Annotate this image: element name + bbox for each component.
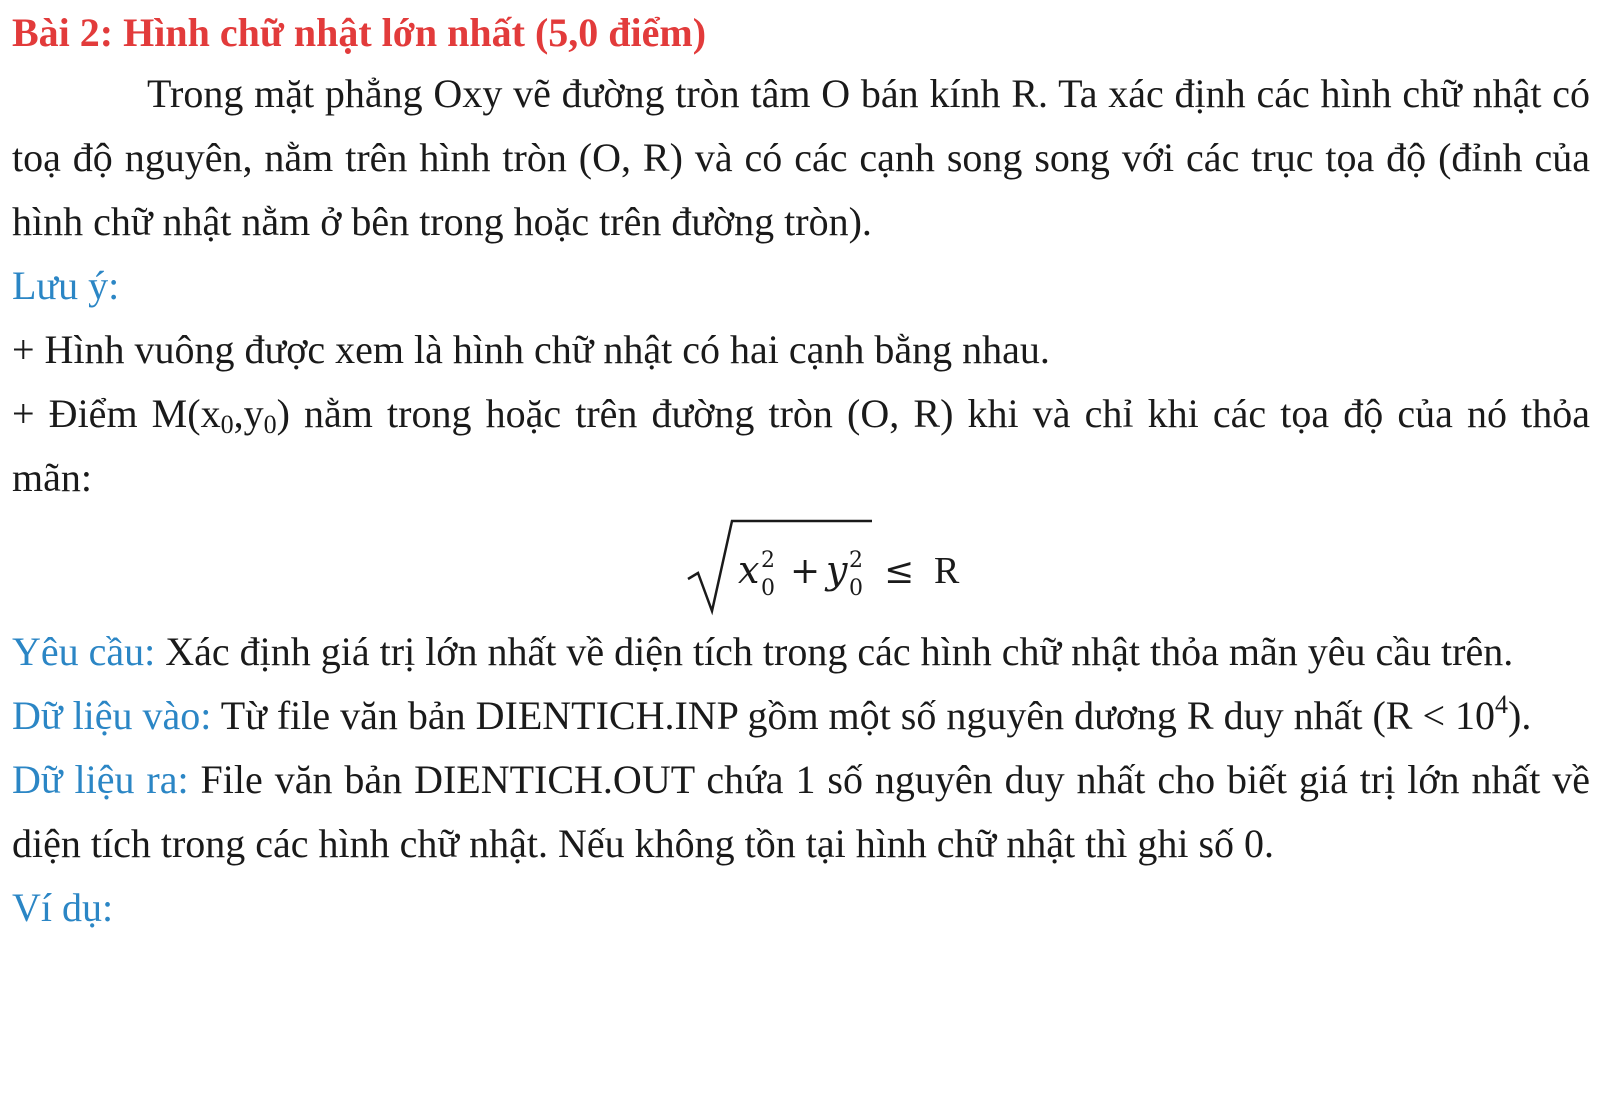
circle-condition-formula — [82, 510, 1590, 620]
input-text: Từ file văn bản DIENTICH.INP gồm một số nguyên dương R duy nhất (R < 10 — [211, 693, 1496, 738]
formula-x-exp: 2 — [761, 548, 775, 573]
note-point-sub-y: 0 — [263, 410, 277, 439]
input-end: ). — [1508, 693, 1532, 738]
formula-x-sub: 0 — [761, 576, 775, 601]
formula-leq: ≤ — [884, 551, 915, 592]
note-point-sub-x: 0 — [220, 410, 234, 439]
formula-r: R — [934, 550, 960, 592]
requirement — [12, 620, 1590, 684]
note-point-prefix: + Điểm M(x — [12, 391, 221, 436]
output-spec — [12, 748, 1590, 876]
output-text: File văn bản DIENTICH.OUT chứa 1 số nguyên duy nhất cho biết giá trị lớn nhất về diện tích trong các hình chữ nhật. Nếu không tồn tại hình chữ nhật thì ghi số 0. — [12, 757, 1590, 866]
note-point-mid: ,y — [233, 391, 264, 436]
example-label: Ví dụ: — [12, 885, 114, 930]
formula-plus: + — [790, 551, 821, 592]
note-label: Lưu ý: — [12, 263, 120, 308]
note-point-suffix: ) nằm trong hoặc trên đường tròn (O, R) khi và chỉ khi các tọa độ của nó thỏa mãn: — [12, 391, 1591, 500]
formula-y: y — [826, 548, 848, 592]
input-spec — [12, 684, 1590, 748]
input-exp: 4 — [1495, 690, 1509, 719]
note-item-square: + Hình vuông được xem là hình chữ nhật có hai cạnh bằng nhau. — [12, 327, 1050, 372]
formula-y-sub: 0 — [849, 576, 863, 601]
requirement-label: Yêu cầu: — [12, 629, 156, 674]
note-item-point — [12, 382, 1590, 510]
input-label: Dữ liệu vào: — [12, 693, 212, 738]
output-label: Dữ liệu ra: — [12, 757, 189, 802]
requirement-text: Xác định giá trị lớn nhất về diện tích trong các hình chữ nhật thỏa mãn yêu cầu trên. — [155, 629, 1514, 674]
formula-y-exp: 2 — [849, 548, 863, 573]
formula-x: x — [738, 548, 760, 592]
problem-title: Bài 2: Hình chữ nhật lớn nhất (5,0 điểm) — [12, 10, 707, 55]
formula-svg — [686, 515, 986, 615]
problem-intro: Trong mặt phẳng Oxy vẽ đường tròn tâm O bán kính R. Ta xác định các hình chữ nhật có toạ độ nguyên, nằm trên hình tròn (O, R) và có các cạnh song song với các trục tọa độ (đỉnh của hình chữ nhật nằm ở bên trong hoặc trên đường tròn). — [12, 71, 1590, 244]
